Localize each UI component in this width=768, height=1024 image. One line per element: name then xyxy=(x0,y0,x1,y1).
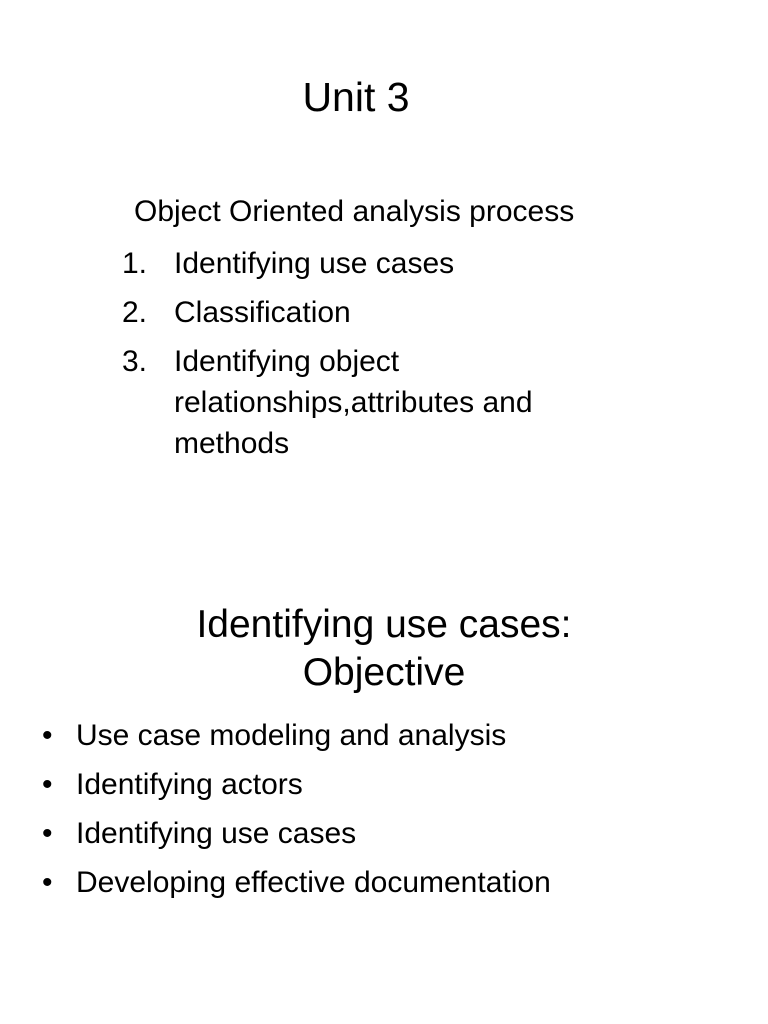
bullet-item xyxy=(42,715,742,756)
bullet-item-text: Developing effective documentation xyxy=(76,866,551,899)
slide-title: Unit 3 xyxy=(302,74,410,120)
bullet-item-text: Identifying actors xyxy=(76,768,303,801)
bullet-dot-icon: • xyxy=(42,768,53,801)
list-item-text: Classification xyxy=(174,296,351,329)
slide-intro: Object Oriented analysis process xyxy=(134,195,575,228)
slide-identifying-use-cases xyxy=(0,512,768,1024)
list-item-text: Identifying use cases xyxy=(174,247,455,280)
list-item-number: 1. xyxy=(122,247,148,280)
list-item-text: Identifying object relationships,attributes and methods xyxy=(174,345,533,460)
bullet-item xyxy=(42,764,742,805)
slide-title-line-2: Objective xyxy=(302,651,466,694)
bullet-dot-icon: • xyxy=(42,817,53,850)
slide-title-line-1: Identifying use cases: xyxy=(196,603,572,646)
bullet-item xyxy=(42,813,742,854)
list-item xyxy=(122,292,622,333)
list-item xyxy=(122,243,622,284)
bullet-item-text: Identifying use cases xyxy=(76,817,357,850)
slide-title xyxy=(0,601,768,697)
bullet-list xyxy=(42,715,742,911)
list-item-number: 2. xyxy=(122,296,148,329)
list-item xyxy=(122,341,622,464)
bullet-item-text: Use case modeling and analysis xyxy=(76,719,507,752)
bullet-dot-icon: • xyxy=(42,719,53,752)
numbered-list xyxy=(122,243,622,472)
list-item-number: 3. xyxy=(122,345,148,378)
bullet-dot-icon: • xyxy=(42,866,53,899)
bullet-item xyxy=(42,862,742,903)
